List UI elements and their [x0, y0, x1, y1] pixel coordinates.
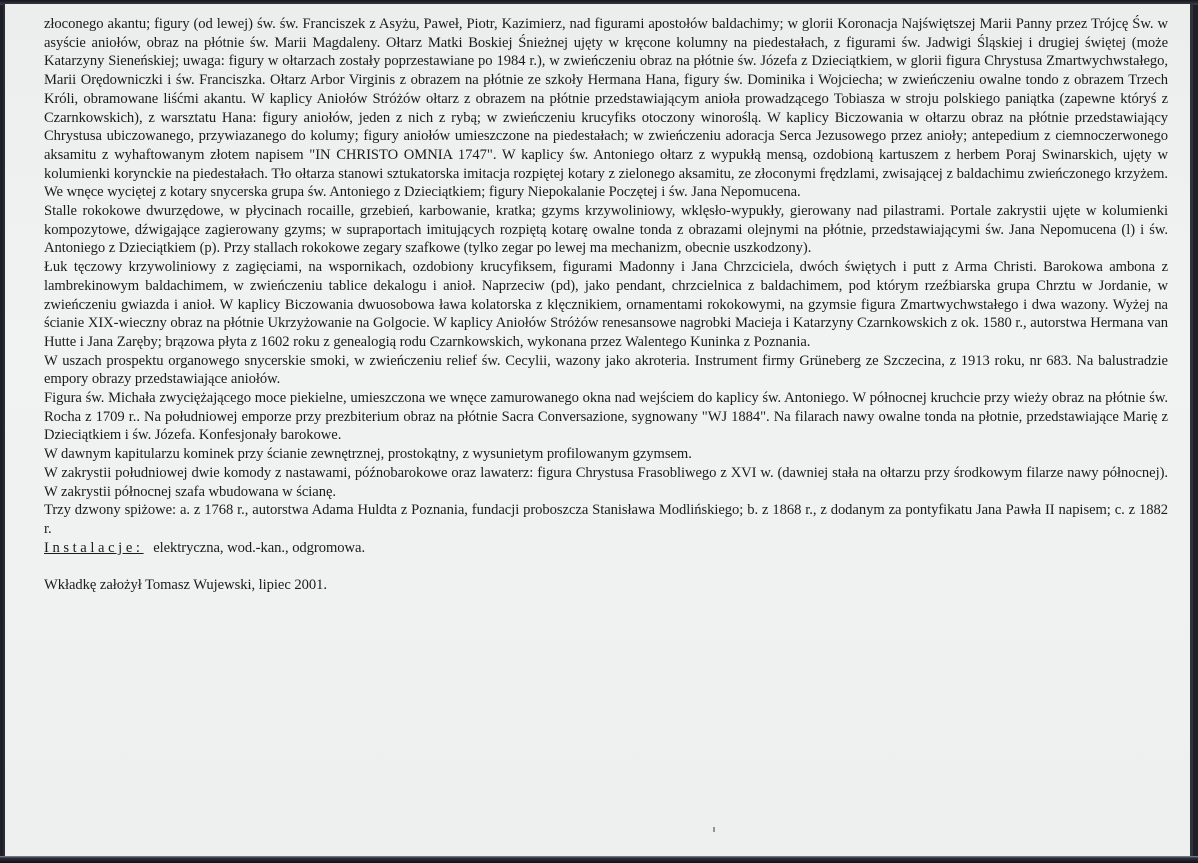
paragraph-bells: Trzy dzwony spiżowe: a. z 1768 r., autorstwa Adama Huldta z Poznania, fundacji proboszcza Stanisława Modlińskiego; b. z 1868 r., z dodanym za pontyfikatu Jana Pawła II napisem; c. z 1882 r. [44, 502, 1168, 537]
paragraph-rood-arch-pulpit: Łuk tęczowy krzywoliniowy z zagięciami, na wspornikach, ozdobiony krucyfiksem, figurami Madonny i Jana Chrzciciela, dwóch świętych i putt z Arma Christi. Barokowa ambona z lambrekinowym baldachimem, w zwieńczeniu tablice dekalogu i anioł. Naprzeciw (pd), jako pendant, chrzcielnica z baldachimem, pod którym rzeźbiarska grupa Chrztu w Jordanie, w zwieńczeniu gwiazda i anioł. W kaplicy Biczowania dwuosobowa ława kolatorska z klęcznikiem, ornamentami rokokowymi, na gzymsie figura Zmartwychwstałego i dwa wazony. Wyżej na ścianie XIX-wieczny obraz na płótnie Ukrzyżowanie na Golgocie. W kaplicy Aniołów Stróżów renesansowe nagrobki Macieja i Katarzyny Czarnkowskich z ok. 1580 r., autorstwa Hermana van Hutte i Jana Zaręby; brązowa płyta z 1602 roku z genealogią rodu Czarnkowskich, wykonana przez Walentego Kuninka z Poznania. [44, 259, 1168, 350]
blank-line [44, 557, 1168, 576]
installations-label: Instalacje: [44, 539, 144, 556]
paragraph-stalls: Stalle rokokowe dwurzędowe, w płycinach rocaille, grzebień, karbowanie, kratka; gzyms krzywoliniowy, wklęsło-wypukły, gierowany nad pilastrami. Portale zakrystii ujęte w kolumienki kompozytowe, dźwigające zagierowany gzyms; w supraportach imitujących rozpiętą kotarę owalne tonda z obrazami olejnymi na płótnie, przedstawiającymi św. Jana Nepomucena (l) i św. Antoniego z Dzieciątkiem (p). Przy stallach rokokowe zegary szafkowe (tylko zegar po lewej ma mechanizm, obecnie uszkodzony). [44, 203, 1168, 257]
author-signature: Wkładkę założył Tomasz Wujewski, lipiec 2001. [44, 577, 327, 594]
paragraph-organ: W uszach prospektu organowego snycerskie smoki, w zwieńczeniu relief św. Cecylii, wazony jako akroteria. Instrument firmy Grüneberg ze Szczecina, z 1913 roku, nr 683. Na balustradzie empory obrazy przedstawiające aniołów. [44, 352, 1168, 388]
installations-line [44, 539, 1168, 558]
scan-speck [713, 827, 715, 832]
paragraph-chapter-house: W dawnym kapitularzu kominek przy ścianie zewnętrznej, prostokątny, z wysunietym profilowanym gzymsem. [44, 446, 692, 463]
installations-value: elektryczna, wod.-kan., odgromowa. [153, 539, 366, 556]
paragraph-figures-paintings: Figura św. Michała zwyciężającego moce piekielne, umieszczona we wnęce zamurowanego okna nad wejściem do kaplicy św. Antoniego. W północnej kruchcie przy wieży obraz na płótnie św. Rocha z 1709 r.. Na południowej emporze przy prezbiterium obraz na płótnie Sacra Conversazione, sygnowany "WJ 1884". Na filarach nawy owalne tonda na płotnie, przedstawiające Marię z Dzieciątkiem i św. Józefa. Konfesjonały barokowe. [44, 390, 1168, 444]
paragraph-altars: złoconego akantu; figury (od lewej) św. św. Franciszek z Asyżu, Paweł, Piotr, Kazimierz, nad figurami apostołów baldachimy; w glorii Koronacja Najświętszej Marii Panny przez Trójcę Św. w asyście aniołów, obraz na płótnie św. Marii Magdaleny. Ołtarz Matki Boskiej Śnieżnej ujęty w kręcone kolumny na piedestałach, z figurami św. Jadwigi Śląskiej i drugiej świętej (może Katarzyny Sieneńskiej; uwaga: figury w ołtarzach zostały poprzestawiane po 1984 r.), w zwieńczeniu obraz na płótnie św. Józefa z Dzieciątkiem, w glorii figura Chrystusa Zmartwychwstałego, Marii Orędowniczki i św. Franciszka. Ołtarz Arbor Virginis z obrazem na płótnie ze szkoły Hermana Hana, figury św. Dominika i Wojciecha; w zwieńczeniu owalne tondo z obrazem Trzech Króli, obramowane liśćmi akantu. W kaplicy Aniołów Stróżów ołtarz z obrazem na płótnie przedstawiającym anioła prowadzącego Tobiasza w stroju polskiego paniątka (zapewne któryś z Czarnkowskich), z warsztatu Hana: figury aniołów, jeden z nich z rybą; w zwieńczeniu krucyfiks otoczony winoroślą. W kaplicy Biczowania w ołtarzu obraz na płótnie przedstawiający Chrystusa ubiczowanego, przywiazanego do kolumy; figury aniołów umieszczone na piedestałach; w zwieńczeniu adoracja Serca Jezusowego przez anioły; antepedium z ciemnoczerwonego aksamitu z wyhaftowanym złotem napisem "IN CHRISTO OMNIA 1747". W kaplicy św. Antoniego ołtarz z wypukłą mensą, ozdobioną kartuszem z herbem Poraj Swinarskich, ujęty w kolumienki korynckie na piedestałach. Tło ołtarza stanowi sztukatorska imitacja rozpiętej kotary z zielonego aksamitu, ze złoconymi frędzlami, zwisającej z baldachimu zwieńczonego krzyżem. We wnęce wyciętej z kotary snycerska grupa św. Antoniego z Dzieciątkiem; figury Niepokalanie Poczętej i św. Jana Nepomucena. [44, 16, 1168, 201]
document-body [44, 15, 1168, 595]
paragraph-sacristy: W zakrystii południowej dwie komody z nastawami, późnobarokowe oraz lawaterz: figura Chrystusa Frasobliwego z XVI w. (dawniej stała na ołtarzu przy środkowym filarze nawy północnej). W zakrystii północnej szafa wbudowana w ścianę. [44, 464, 1168, 500]
scan-bottom-edge [0, 856, 1198, 863]
